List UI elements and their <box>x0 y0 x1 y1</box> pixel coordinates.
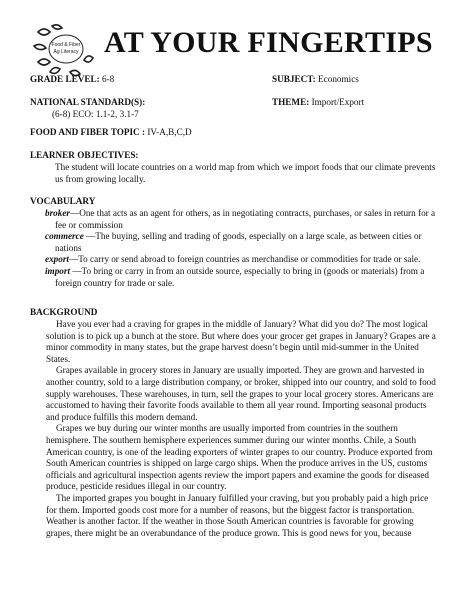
objectives-text: The student will locate countries on a world map from which we import foods that our climate prevents us from growing locally. <box>55 162 436 184</box>
grade-label: GRADE LEVEL: <box>30 74 100 84</box>
logo-text: Food & Fiber <box>51 42 81 48</box>
theme-label: THEME: <box>272 97 310 107</box>
topic-value: IV-A,B,C,D <box>147 127 192 137</box>
background-paragraph: Have you ever had a craving for grapes in the middle of January? What did you do? The most logical solution is to pick up a bunch at the store. But where does your grocer get grapes in January? Grapes are a minor commodity in many states, but the grape harvest doesn’t begin until mid-summer in the United States. <box>46 319 436 364</box>
background-text <box>46 319 440 539</box>
vocabulary-list <box>45 208 440 289</box>
grade-level <box>30 74 114 86</box>
vocab-item-broker: broker—One that acts as an agent for others, as in negotiating contracts, purchases, or sales in return for a fee or commission <box>45 208 436 230</box>
svg-text:Ag Literacy: Ag Literacy <box>53 49 79 55</box>
vocab-item-export: export—To carry or send abroad to foreign countries as merchandise or commodities for trade or sale. <box>45 254 421 265</box>
food-fiber-logo-icon <box>30 22 96 80</box>
vocabulary-heading: VOCABULARY <box>30 196 96 206</box>
theme-value: Import/Export <box>311 97 365 107</box>
standards-label: NATIONAL STANDARD(S): <box>30 97 146 107</box>
vocab-item-commerce: commerce —The buying, selling and trading of goods, especially on a large scale, as between cities or nations <box>45 231 422 253</box>
objectives-heading: LEARNER OBJECTIVES: <box>30 150 139 160</box>
vocab-item-import: import —To bring or carry in from an outside source, especially to bring in (goods or materials) from a foreign country for trade or sale. <box>45 265 425 288</box>
food-fiber-topic <box>30 127 192 139</box>
subject-value: Economics <box>318 74 359 84</box>
background-paragraph: Grapes available in grocery stores in January are usually imported. They are grown and harvested in another country, sold to a large distribution company, or broker, shipped into our country, and sold to food supply warehouses. These warehouses, in turn, sell the grapes to your local grocery stores. Americans are accustomed to having their favorite foods available to them all year round. Importing seasonal products and produce fulfills this modern demand. <box>46 365 436 422</box>
background-paragraph: The imported grapes you bought in January fulfilled your craving, but you probably paid a high price for them. Imported goods cost more for a number of reasons, but the biggest factor is transportation. Weather is another factor. If the weather in those South American countries is favorable for growing grapes, there might be an overabundance of the produce grown. This is good news for you, because <box>46 492 429 538</box>
topic-label: FOOD AND FIBER TOPIC : <box>30 127 146 137</box>
subject <box>272 74 359 86</box>
subject-label: SUBJECT: <box>272 74 316 84</box>
background-paragraph: Grapes we buy during our winter months are usually imported from countries in the southern hemisphere. The southern hemisphere experiences summer during our winter months. Chile, a South American country, is one of the leading exporters of winter grapes to our country. Produce exported from South American countries is shipped on large cargo ships. When the produce arrives in the US, customs officials and agricultural inspection agents review the import papers and examine the goods for diseased produce, pesticide residues illegal in our country. <box>46 423 433 492</box>
theme <box>272 97 364 109</box>
page-title: AT YOUR FINGERTIPS <box>104 26 433 59</box>
background-heading: BACKGROUND <box>30 307 98 317</box>
standards-value: (6-8) ECO: 1.1-2, 3.1-7 <box>52 109 139 119</box>
grade-value: 6-8 <box>101 74 115 84</box>
